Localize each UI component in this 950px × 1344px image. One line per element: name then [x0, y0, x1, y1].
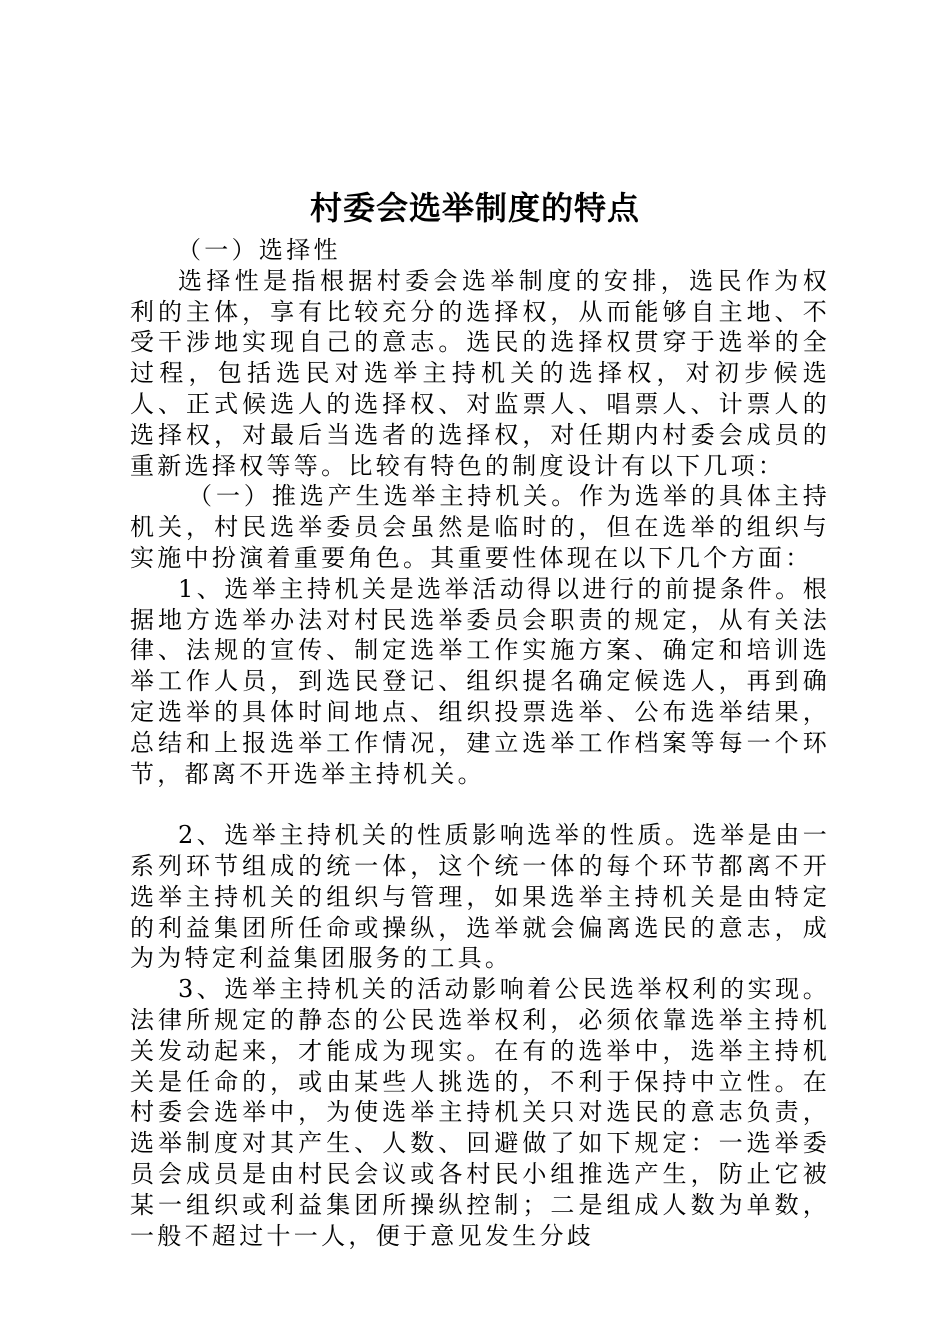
- document-title: 村委会选举制度的特点: [309, 189, 640, 227]
- paragraph-point-1: 1、选举主持机关是选举活动得以进行的前提条件。根据地方选举办法对村民选举委员会职责的规定，从有关法律、法规的宣传、制定选举工作实施方案、确定和培训选举工作人员，到选民登记、组织提名确定候选人，再到确定选举的具体时间地点、组织投票选举、公布选举结果，总结和上报选举工作情况，建立选举工作档案等每一个环节，都离不开选举主持机关。: [130, 574, 830, 788]
- paragraph-point-2: 2、选举主持机关的性质影响选举的性质。选举是由一系列环节组成的统一体，这个统一体的每个环节都离不开选举主持机关的组织与管理，如果选举主持机关是由特定的利益集团所任命或操纵，选举就会偏离选民的意志，成为为特定利益集团服务的工具。: [130, 821, 830, 973]
- paragraph-point-3: 3、选举主持机关的活动影响着公民选举权利的实现。法律所规定的静态的公民选举权利，必须依靠选举主持机关发动起来，才能成为现实。在有的选举中，选举主持机关是任命的，或由某些人挑选的，不利于保持中立性。在村委会选举中，为使选举主持机关只对选民的意志负责，选举制度对其产生、人数、回避做了如下规定：一选举委员会成员是由村民会议或各村民小组推选产生，防止它被某一组织或利益集团所操纵控制；二是组成人数为单数，一般不超过十一人，便于意见发生分歧: [130, 975, 830, 1250]
- section-heading-selectivity: （一）选择性: [177, 236, 341, 264]
- paragraph-gap: [130, 789, 830, 820]
- paragraph-election-body: （一）推选产生选举主持机关。作为选举的具体主持机关，村民选举委员会虽然是临时的，但在选举的组织与实施中扮演着重要角色。其重要性体现在以下几个方面：: [130, 482, 830, 572]
- paragraph-selectivity-definition: 选择性是指根据村委会选举制度的安排，选民作为权利的主体，享有比较充分的选择权，从而能够自主地、不受干涉地实现自己的意志。选民的选择权贯穿于选举的全过程，包括选民对选举主持机关的选择权，对初步候选人、正式候选人的选择权、对监票人、唱票人、计票人的选择权，对最后当选者的选择权，对任期内村委会成员的重新选择权等等。比较有特色的制度设计有以下几项：: [130, 266, 830, 480]
- document-body: [130, 235, 830, 1251]
